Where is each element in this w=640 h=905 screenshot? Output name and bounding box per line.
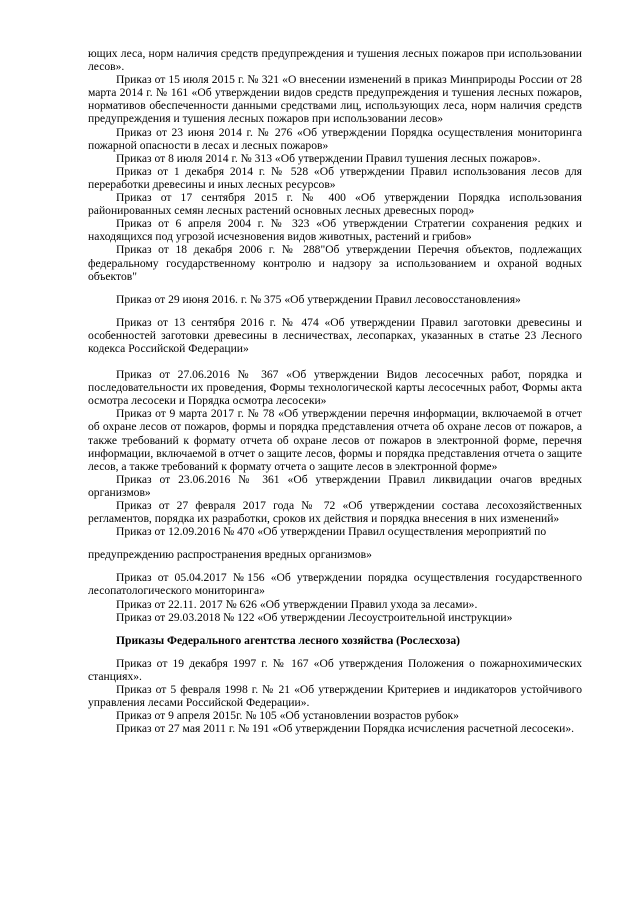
order-paragraph: Приказ от 23.06.2016 № 361 «Об утверждении Правил ликвидации очагов вредных организмов»	[88, 472, 582, 499]
order-paragraph: Приказ от 15 июля 2015 г. № 321 «О внесении изменений в приказ Минприроды России от 28 марта 2014 г. № 161 «Об утверждении видов средств предупреждения и тушения лесных пожаров, нормативов обеспеченности данными средствами лиц, использующих леса, норм наличия средств предупреждения и тушения лесных пожаров при использовании лесов»	[88, 73, 582, 126]
order-paragraph: Приказ от 29.03.2018 № 122 «Об утверждении Лесоустроительной инструкции»	[116, 610, 513, 624]
paragraph-continuation: предупреждению распространения вредных организмов»	[88, 548, 372, 562]
order-paragraph: Приказ от 6 апреля 2004 г. № 323 «Об утверждении Стратегии сохранения редких и находящихся под угрозой исчезновения видов животных, растений и грибов»	[88, 217, 582, 244]
order-paragraph: Приказ от 29 июня 2016. г. № 375 «Об утверждении Правил лесовосстановления»	[116, 292, 521, 306]
order-paragraph: Приказ от 27 мая 2011 г. № 191 «Об утверждении Порядка исчисления расчетной лесосеки».	[116, 722, 575, 736]
order-paragraph: Приказ от 13 сентября 2016 г. № 474 «Об утверждении Правил заготовки древесины и особенностей заготовки древесины в лесничествах, лесопарках, указанных в статье 23 Лесного кодекса Российской Федерации»	[88, 315, 582, 355]
order-paragraph: Приказ от 27 февраля 2017 года № 72 «Об утверждении состава лесохозяйственных регламентов, порядка их разработки, сроков их действия и порядка внесения в них изменений»	[88, 499, 582, 526]
order-paragraph: Приказ от 05.04.2017 №156 «Об утверждении порядка осуществления государственного лесопатологического мониторинга»	[88, 571, 582, 598]
order-paragraph: Приказ от 27.06.2016 № 367 «Об утверждении Видов лесосечных работ, порядка и последовательности их проведения, Формы технологической карты лесосечных работ, Формы акта осмотра лесосеки и Порядка осмотра лесосеки»	[88, 368, 582, 408]
order-paragraph: Приказ от 1 декабря 2014 г. № 528 «Об утверждении Правил использования лесов для переработки древесины и иных лесных ресурсов»	[88, 164, 582, 191]
order-paragraph: Приказ от 22.11. 2017 № 626 «Об утверждении Правил ухода за лесами».	[116, 597, 478, 611]
order-paragraph: Приказ от 9 марта 2017 г. № 78 «Об утверждении перечня информации, включаемой в отчет об охране лесов от пожаров, формы и порядка представления отчета об охране лесов от пожаров, а также требований к формату отчета об охране лесов от пожаров в электронной форме, перечня информации, включаемой в отчет о защите лесов, формы и порядка представления отчета о защите лесов, а также требований к формату отчета о защите лесов в электронной форме»	[88, 407, 582, 473]
order-paragraph: Приказ от 17 сентября 2015 г. № 400 «Об утверждении Порядка использования районированных семян лесных растений основных лесных древесных пород»	[88, 191, 582, 218]
section-heading: Приказы Федерального агентства лесного хозяйства (Рослесхоза)	[116, 633, 461, 647]
order-paragraph: Приказ от 18 декабря 2006 г. № 288"Об утверждении Перечня объектов, подлежащих федеральному государственному контролю и надзору за использованием и охраной водных объектов"	[88, 243, 582, 283]
order-paragraph: Приказ от 9 апреля 2015г. № 105 «Об установлении возрастов рубок»	[116, 709, 459, 723]
order-paragraph: Приказ от 19 декабря 1997 г. № 167 «Об утверждения Положения о пожарнохимических станциях».	[88, 656, 582, 683]
paragraph-continuation: ющих леса, норм наличия средств предупреждения и тушения лесных пожаров при использовании лесов».	[88, 47, 582, 74]
order-paragraph: Приказ от 23 июня 2014 г. № 276 «Об утверждении Порядка осуществления мониторинга пожарной опасности в лесах и лесных пожаров»	[88, 125, 582, 152]
order-paragraph: Приказ от 8 июля 2014 г. № 313 «Об утверждении Правил тушения лесных пожаров».	[116, 151, 541, 165]
document-page	[88, 47, 582, 735]
order-paragraph: Приказ от 12.09.2016 № 470 «Об утверждении Правил осуществления мероприятий по	[116, 525, 547, 539]
order-paragraph: Приказ от 5 февраля 1998 г. № 21 «Об утверждении Критериев и индикаторов устойчивого управления лесами Российской Федерации».	[88, 683, 582, 710]
